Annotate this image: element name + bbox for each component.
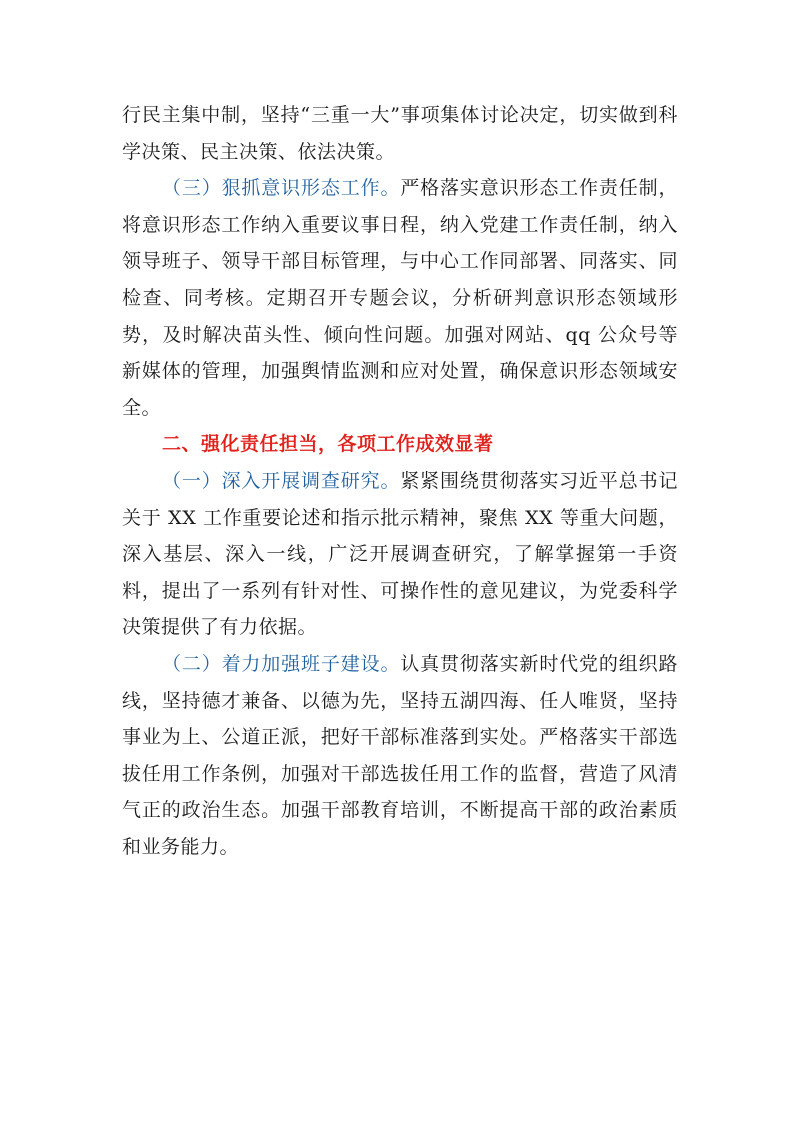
paragraph-lead: （三）狠抓意识形态工作。 (162, 177, 401, 200)
paragraph-ideology-work (122, 170, 678, 426)
paragraph-text: 紧紧围绕贯彻落实习近平总书记关于 XX 工作重要论述和指示批示精神，聚焦 XX 等重大问题，深入基层、深入一线，广泛开展调查研究，了解掌握第一手资料，提出了一系列有针对性、可操作性的意见建议，为党委科学决策提供了有力依据。 (122, 469, 678, 639)
paragraph-lead: （二）着力加强班子建设。 (162, 652, 401, 675)
paragraph-continuation (122, 97, 678, 170)
document-page (122, 97, 678, 865)
paragraph-lead: （一）深入开展调查研究。 (162, 469, 401, 492)
paragraph-text: 行民主集中制，坚持“三重一大”事项集体讨论决定，切实做到科学决策、民主决策、依法决策。 (122, 104, 678, 163)
paragraph-text: 认真贯彻落实新时代党的组织路线，坚持德才兼备、以德为先，坚持五湖四海、任人唯贤，坚持事业为上、公道正派，把好干部标准落到实处。严格落实干部选拔任用工作条例，加强对干部选拔任用工作的监督，营造了风清气正的政治生态。加强干部教育培训，不断提高干部的政治素质和业务能力。 (122, 652, 678, 858)
section-heading: 二、强化责任担当，各项工作成效显著 (162, 433, 494, 456)
paragraph-team-building (122, 646, 678, 866)
paragraph-text: 严格落实意识形态工作责任制，将意识形态工作纳入重要议事日程，纳入党建工作责任制，纳入领导班子、领导干部目标管理，与中心工作同部署、同落实、同检查、同考核。定期召开专题会议，分析研判意识形态领域形势，及时解决苗头性、倾向性问题。加强对网站、qq 公众号等新媒体的管理，加强舆情监测和应对处置，确保意识形态领域安全。 (122, 177, 678, 419)
paragraph-research (122, 463, 678, 646)
